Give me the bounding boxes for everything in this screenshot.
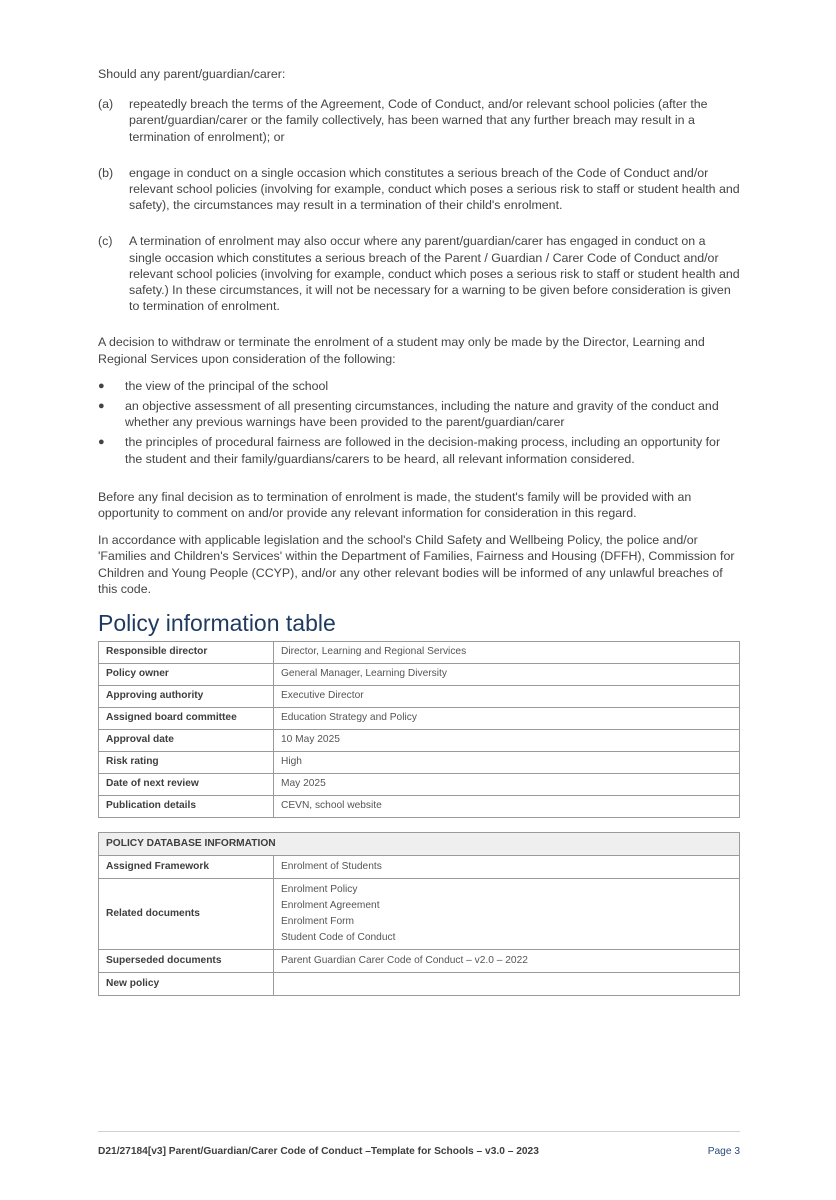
row-value: Parent Guardian Carer Code of Conduct – v2.0 – 2022: [274, 950, 740, 973]
page-number: Page 3: [707, 1146, 740, 1157]
table-row: [99, 664, 740, 686]
row-key: Approving authority: [99, 686, 274, 708]
footer-divider: [98, 1131, 740, 1132]
table-row: [99, 950, 740, 973]
policy-information-table: [98, 641, 740, 818]
related-document: Student Code of Conduct: [281, 932, 396, 944]
row-value: May 2025: [274, 774, 740, 796]
bullet-text: an objective assessment of all presenting circumstances, including the nature and gravity of the conduct and whether any previous warnings have been provided to the parent/guardian/carer: [125, 399, 719, 430]
row-key: Policy owner: [99, 664, 274, 686]
consideration-list: [98, 378, 740, 467]
item-label: (b): [98, 165, 114, 180]
row-value: Enrolment of Students: [274, 856, 740, 879]
footer-document-reference: D21/27184[v3] Parent/Guardian/Carer Code of Conduct –Template for Schools – v3.0 – 2023: [98, 1146, 539, 1157]
bullet-text: the principles of procedural fairness are followed in the decision-making process, including an opportunity for the student and their family/guardians/carers to be heard, all relevant information considered.: [125, 435, 721, 466]
bullet-item: [98, 378, 740, 394]
row-value: Director, Learning and Regional Services: [274, 642, 740, 664]
table-header-row: [99, 833, 740, 856]
table-row: [99, 856, 740, 879]
row-value: Education Strategy and Policy: [274, 708, 740, 730]
row-key: Assigned board committee: [99, 708, 274, 730]
row-value: CEVN, school website: [274, 796, 740, 818]
table-row: [99, 708, 740, 730]
row-key: Approval date: [99, 730, 274, 752]
row-key: Risk rating: [99, 752, 274, 774]
table-row: [99, 642, 740, 664]
row-value: 10 May 2025: [274, 730, 740, 752]
row-value: General Manager, Learning Diversity: [274, 664, 740, 686]
intro-text: Should any parent/guardian/carer:: [98, 67, 286, 81]
table-row: [99, 686, 740, 708]
bullet-icon: ●: [98, 436, 105, 449]
row-key: Related documents: [99, 879, 274, 950]
policy-table-heading: Policy information table: [98, 610, 336, 637]
list-item: [98, 165, 740, 214]
bullet-item: [98, 434, 740, 466]
related-document: Enrolment Agreement: [281, 900, 380, 912]
table-row: [99, 879, 740, 950]
related-document: Enrolment Policy: [281, 884, 358, 896]
row-value: [274, 973, 740, 996]
item-text: A termination of enrolment may also occur where any parent/guardian/carer has engaged in conduct on a single occasion which constitutes a serious breach of the Parent / Guardian / Carer Code of Conduct and/or relevant school policies (involving for example, conduct which poses a serious risk to staff or student health and safety.) In these circumstances, it will not be necessary for a warning to be given before consideration is given to termination of enrolment.: [129, 234, 740, 314]
table-row: [99, 796, 740, 818]
table-row: [99, 752, 740, 774]
row-value: High: [274, 752, 740, 774]
bullet-icon: ●: [98, 379, 105, 392]
table-row: [99, 730, 740, 752]
list-item: [98, 96, 740, 145]
table-header: POLICY DATABASE INFORMATION: [99, 833, 740, 856]
bullet-item: [98, 398, 740, 430]
legislation-paragraph: In accordance with applicable legislation and the school's Child Safety and Wellbeing Policy, the police and/or 'Families and Children's Services' within the Department of Families, Fairness and Housing (DFFH), Commission for Children and Young People (CCYP), and/or any other relevant bodies will be informed of any unlawful breaches of this code.: [98, 533, 735, 596]
policy-database-table: [98, 832, 740, 996]
related-documents-list: [274, 879, 740, 950]
final-decision-paragraph: Before any final decision as to termination of enrolment is made, the student's family will be provided with an opportunity to comment on and/or provide any relevant information for consideration in this regard.: [98, 489, 692, 521]
row-key: Publication details: [99, 796, 274, 818]
item-text: engage in conduct on a single occasion which constitutes a serious breach of the Code of Conduct and/or relevant school policies (involving for example, conduct which poses a serious risk to staff or student health and safety), the circumstances may result in a termination of their child's enrolment.: [129, 165, 740, 213]
row-key: Responsible director: [99, 642, 274, 664]
bullet-icon: ●: [98, 400, 105, 413]
bullet-text: the view of the principal of the school: [125, 378, 329, 393]
row-key: Assigned Framework: [99, 856, 274, 879]
page-content: [98, 66, 740, 996]
table-row: [99, 973, 740, 996]
item-label: (a): [98, 97, 114, 112]
item-text: repeatedly breach the terms of the Agreement, Code of Conduct, and/or relevant school policies (after the parent/guardian/carer or the family collectively, has been warned that any further breach may result in a termination of enrolment); or: [129, 97, 708, 144]
related-document: Enrolment Form: [281, 916, 355, 928]
row-key: Superseded documents: [99, 950, 274, 973]
list-item: [98, 233, 740, 314]
row-key: Date of next review: [99, 774, 274, 796]
row-key: New policy: [99, 973, 274, 996]
table-row: [99, 774, 740, 796]
item-label: (c): [98, 234, 113, 249]
row-value: Executive Director: [274, 686, 740, 708]
decision-paragraph: A decision to withdraw or terminate the enrolment of a student may only be made by the Director, Learning and Regional Services upon consideration of the following:: [98, 335, 705, 366]
